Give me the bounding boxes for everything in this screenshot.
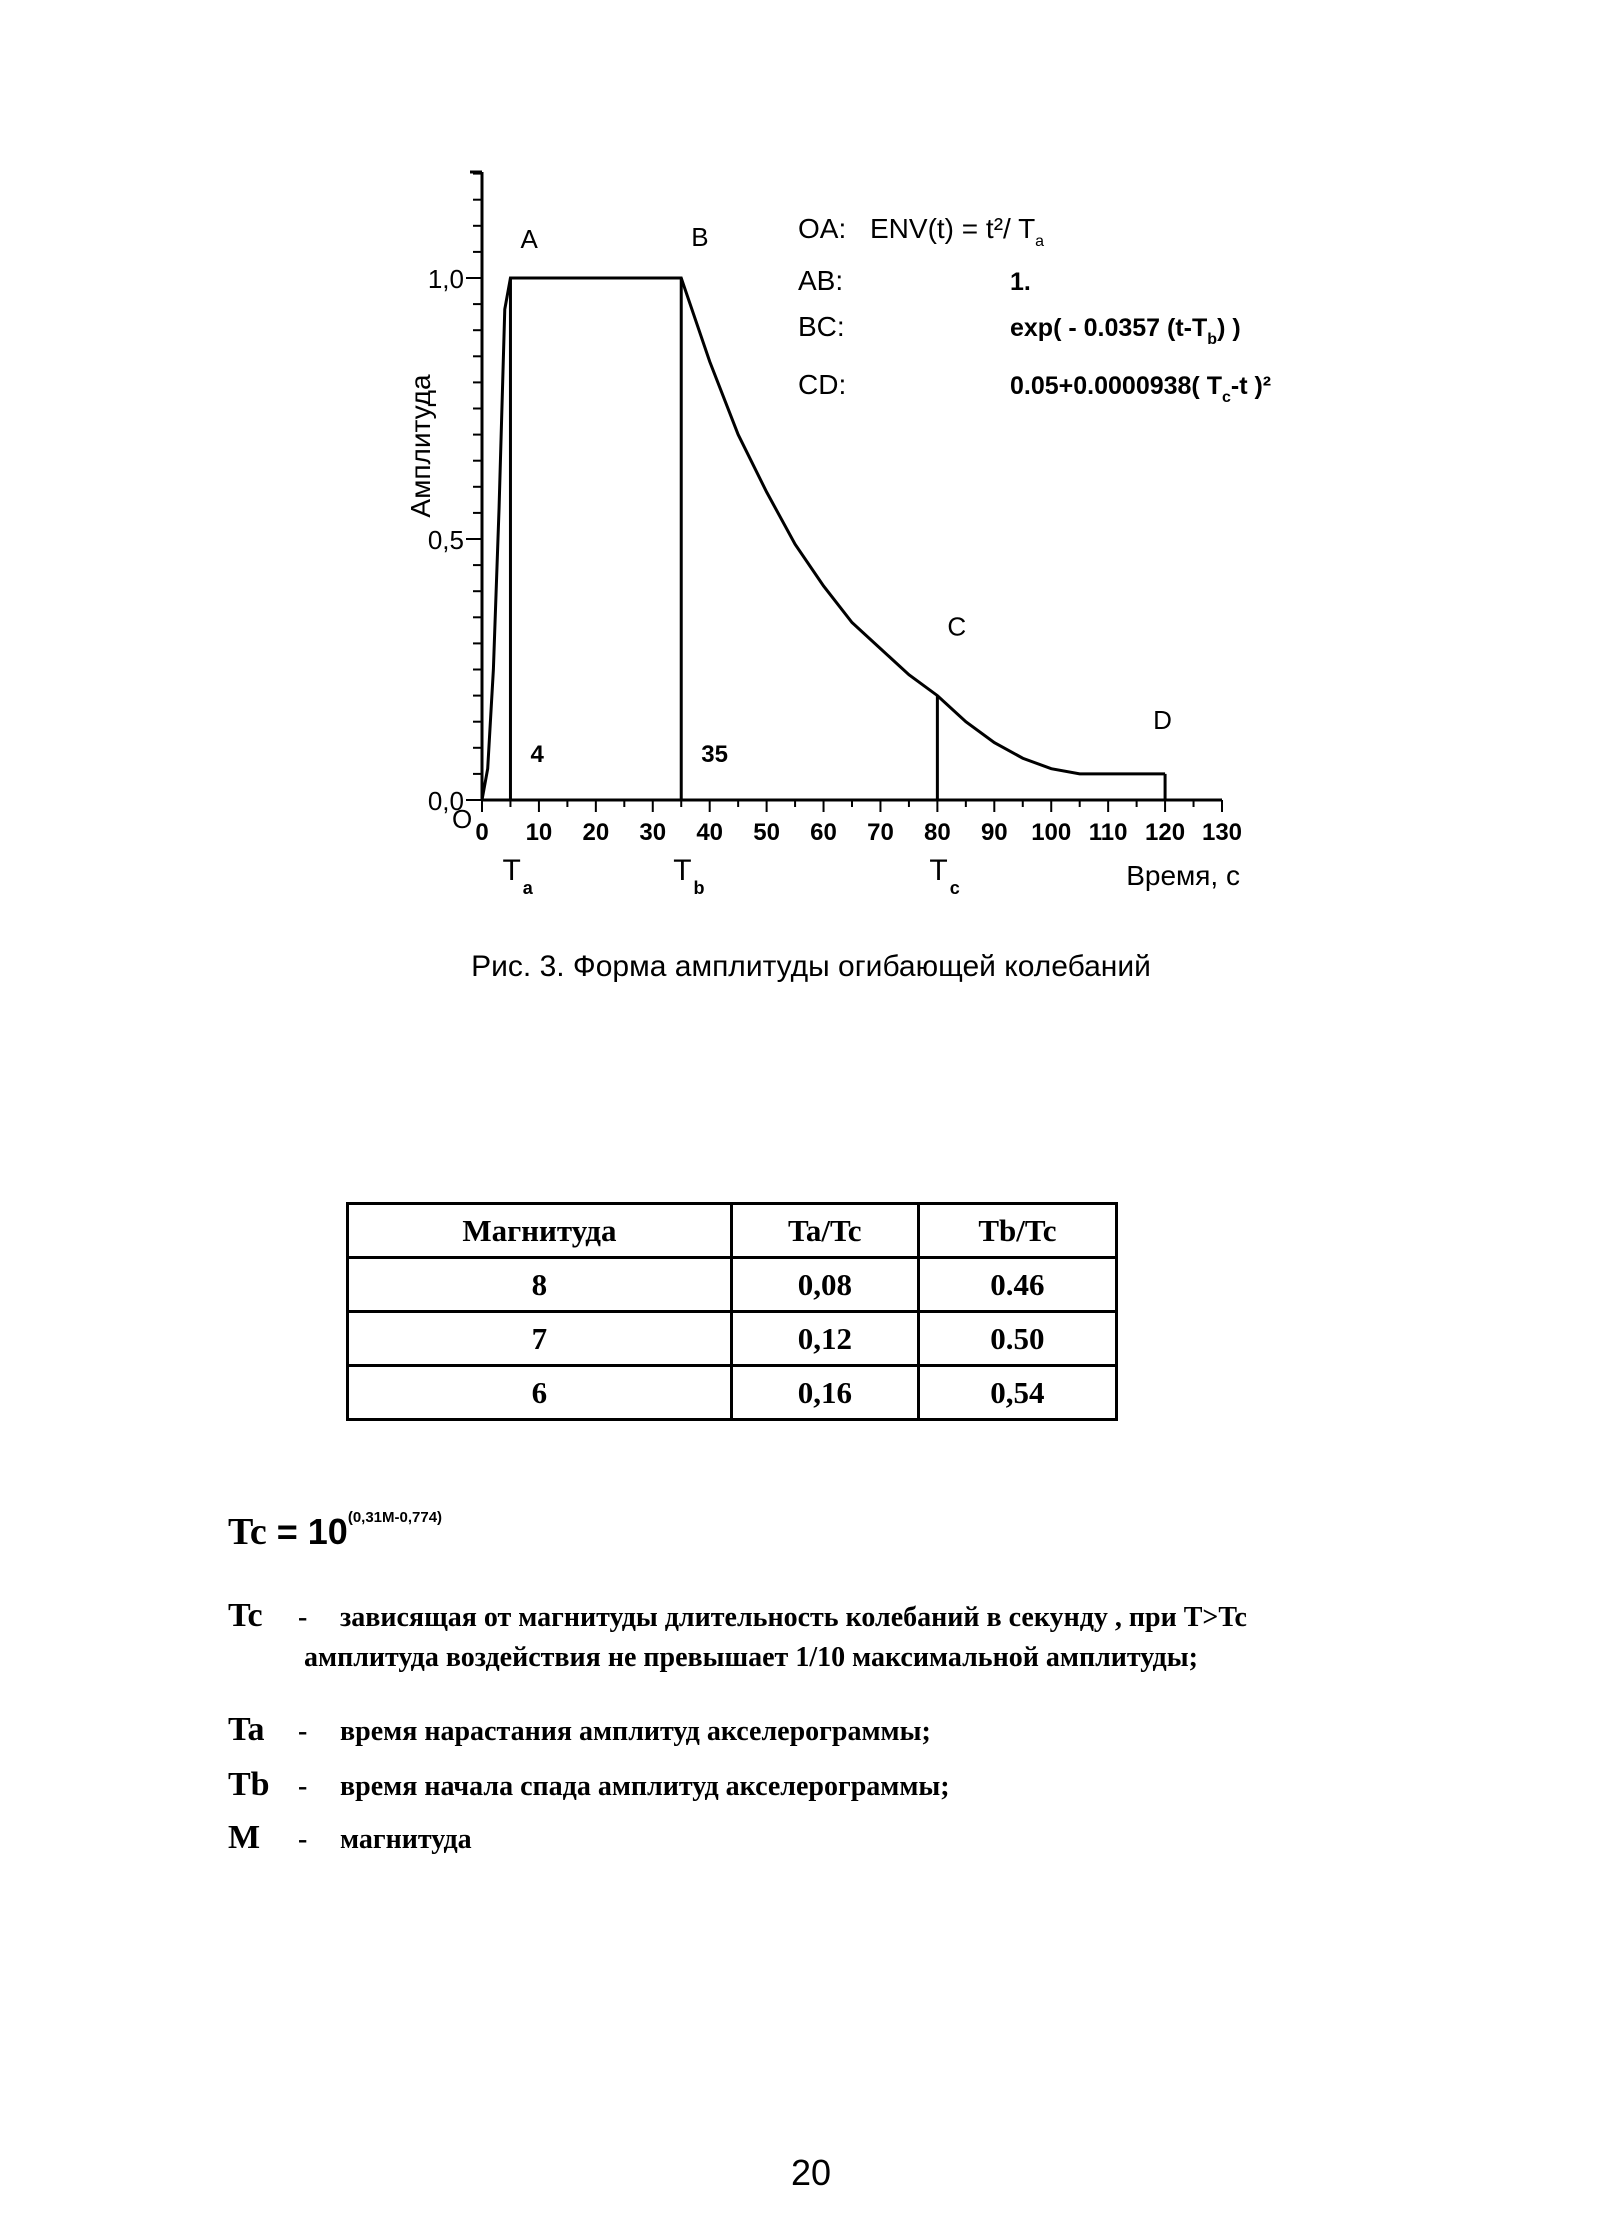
formula-exponent: (0,31M-0,774) <box>347 1509 443 1526</box>
point-label: A <box>520 224 538 254</box>
period-label: $T_c$ <box>929 854 960 898</box>
x-tick-label: 60 <box>810 819 837 846</box>
x-tick-label: 30 <box>639 819 667 846</box>
point-label: B <box>691 222 709 252</box>
definition-text: время нарастания амплитуд акселерограммы; <box>340 1716 931 1747</box>
equation-expression: 1. <box>1010 268 1031 296</box>
x-tick-label: 110 <box>1088 819 1128 846</box>
definition-text: зависящая от магнитуды длительность колебаний в секунду , при T>Tc <box>340 1602 1247 1633</box>
definition-dash: - <box>298 1771 308 1802</box>
table-cell: 0.46 <box>918 1258 1116 1312</box>
y-tick-label: 0,0 <box>427 786 464 816</box>
period-label-subscript: a <box>522 878 533 898</box>
table-header: Магнитуда <box>348 1204 732 1258</box>
formula-lhs: Tc <box>228 1511 267 1553</box>
table-cell: 0.50 <box>918 1312 1116 1366</box>
tc-formula <box>228 1510 442 1554</box>
figure-caption: Рис. 3. Форма амплитуды огибающей колебаний <box>471 950 1151 983</box>
y-tick-label: 1,0 <box>427 264 464 294</box>
origin-label: O <box>452 804 473 834</box>
period-label: $T_a$ <box>502 854 533 898</box>
point-label: C <box>947 611 967 642</box>
equation-segment: BC: <box>798 311 845 342</box>
definition-symbol: Tc <box>228 1597 263 1634</box>
table-header-row <box>348 1204 1117 1258</box>
equation-tail: ) ) <box>1217 314 1241 342</box>
equation-subscript: c <box>1221 389 1231 406</box>
vertical-guide-label: 4 <box>530 741 544 768</box>
definition-ta <box>228 1710 1468 1752</box>
equation-tail: -t )² <box>1230 372 1272 400</box>
vertical-guide-label: 35 <box>701 741 728 768</box>
period-label-subscript: c <box>949 878 960 898</box>
equation-segment: CD: <box>798 369 847 400</box>
amplitude-envelope-chart <box>0 0 1622 940</box>
definition-text-continued: амплитуда воздействия не превышает 1/10 максимальной амплитуды; <box>304 1642 1198 1673</box>
definition-symbol: Tb <box>228 1766 270 1803</box>
definition-symbol: M <box>228 1819 261 1856</box>
table-cell: 6 <box>348 1366 732 1420</box>
definition-tb <box>228 1765 1468 1807</box>
x-tick-label: 100 <box>1031 819 1072 846</box>
x-tick-label: 50 <box>753 819 780 846</box>
table-cell: 0,12 <box>731 1312 918 1366</box>
equation-segment: AB: <box>798 265 844 296</box>
envelope-curve <box>482 278 1165 800</box>
x-tick-label: 80 <box>924 819 951 846</box>
table-cell: 0,08 <box>731 1258 918 1312</box>
table-row <box>348 1366 1117 1420</box>
chart-plot <box>482 278 1165 800</box>
equation-expression: exp( - 0.0357 $(t-T_b)$ ) <box>1010 314 1241 348</box>
y-axis-title: Амплитуда <box>405 374 436 518</box>
x-tick-label: 0 <box>475 819 489 846</box>
x-tick-label: 120 <box>1145 819 1186 846</box>
table-row <box>348 1258 1117 1312</box>
definition-symbol: Ta <box>228 1711 265 1748</box>
equation-expression: ENV(t) = t²/ $T_a$ <box>870 213 1045 250</box>
equation-expression: 0.05+0.0000938( $T_c-t$ )² <box>1010 372 1272 406</box>
x-tick-label: 90 <box>980 819 1008 846</box>
table-cell: 0,16 <box>731 1366 918 1420</box>
chart-labels <box>502 213 1271 898</box>
table-header: Tb/Tc <box>918 1204 1116 1258</box>
equation-subscript: a <box>1035 233 1045 250</box>
x-tick-label: 40 <box>696 819 724 846</box>
period-label-subscript: b <box>693 878 705 898</box>
definition-text: время начала спада амплитуд акселерограммы; <box>340 1771 950 1802</box>
table-cell: 7 <box>348 1312 732 1366</box>
definition-dash: - <box>298 1602 308 1633</box>
x-tick-label: 70 <box>867 819 894 846</box>
x-tick-label: 10 <box>525 819 553 846</box>
period-label: $T_b$ <box>673 854 705 898</box>
table-cell: 0,54 <box>918 1366 1116 1420</box>
magnitude-table <box>346 1202 1118 1421</box>
formula-base: = 10 <box>276 1511 348 1552</box>
definition-text: магнитуда <box>340 1824 472 1855</box>
x-tick-label: 20 <box>582 819 610 846</box>
definition-dash: - <box>298 1824 308 1855</box>
table-row <box>348 1312 1117 1366</box>
y-tick-label: 0,5 <box>427 525 464 555</box>
table-header: Ta/Tc <box>731 1204 918 1258</box>
table-cell: 8 <box>348 1258 732 1312</box>
page-number: 20 <box>790 2152 832 2193</box>
definition-tc <box>228 1596 1468 1678</box>
definition-dash: - <box>298 1716 308 1747</box>
definition-m <box>228 1818 1468 1860</box>
x-tick-label: 130 <box>1201 819 1243 846</box>
point-label: D <box>1153 704 1172 735</box>
x-axis-title: Время, с <box>1126 860 1240 891</box>
equation-subscript: b <box>1207 331 1218 348</box>
equation-segment: OA: <box>798 213 847 244</box>
